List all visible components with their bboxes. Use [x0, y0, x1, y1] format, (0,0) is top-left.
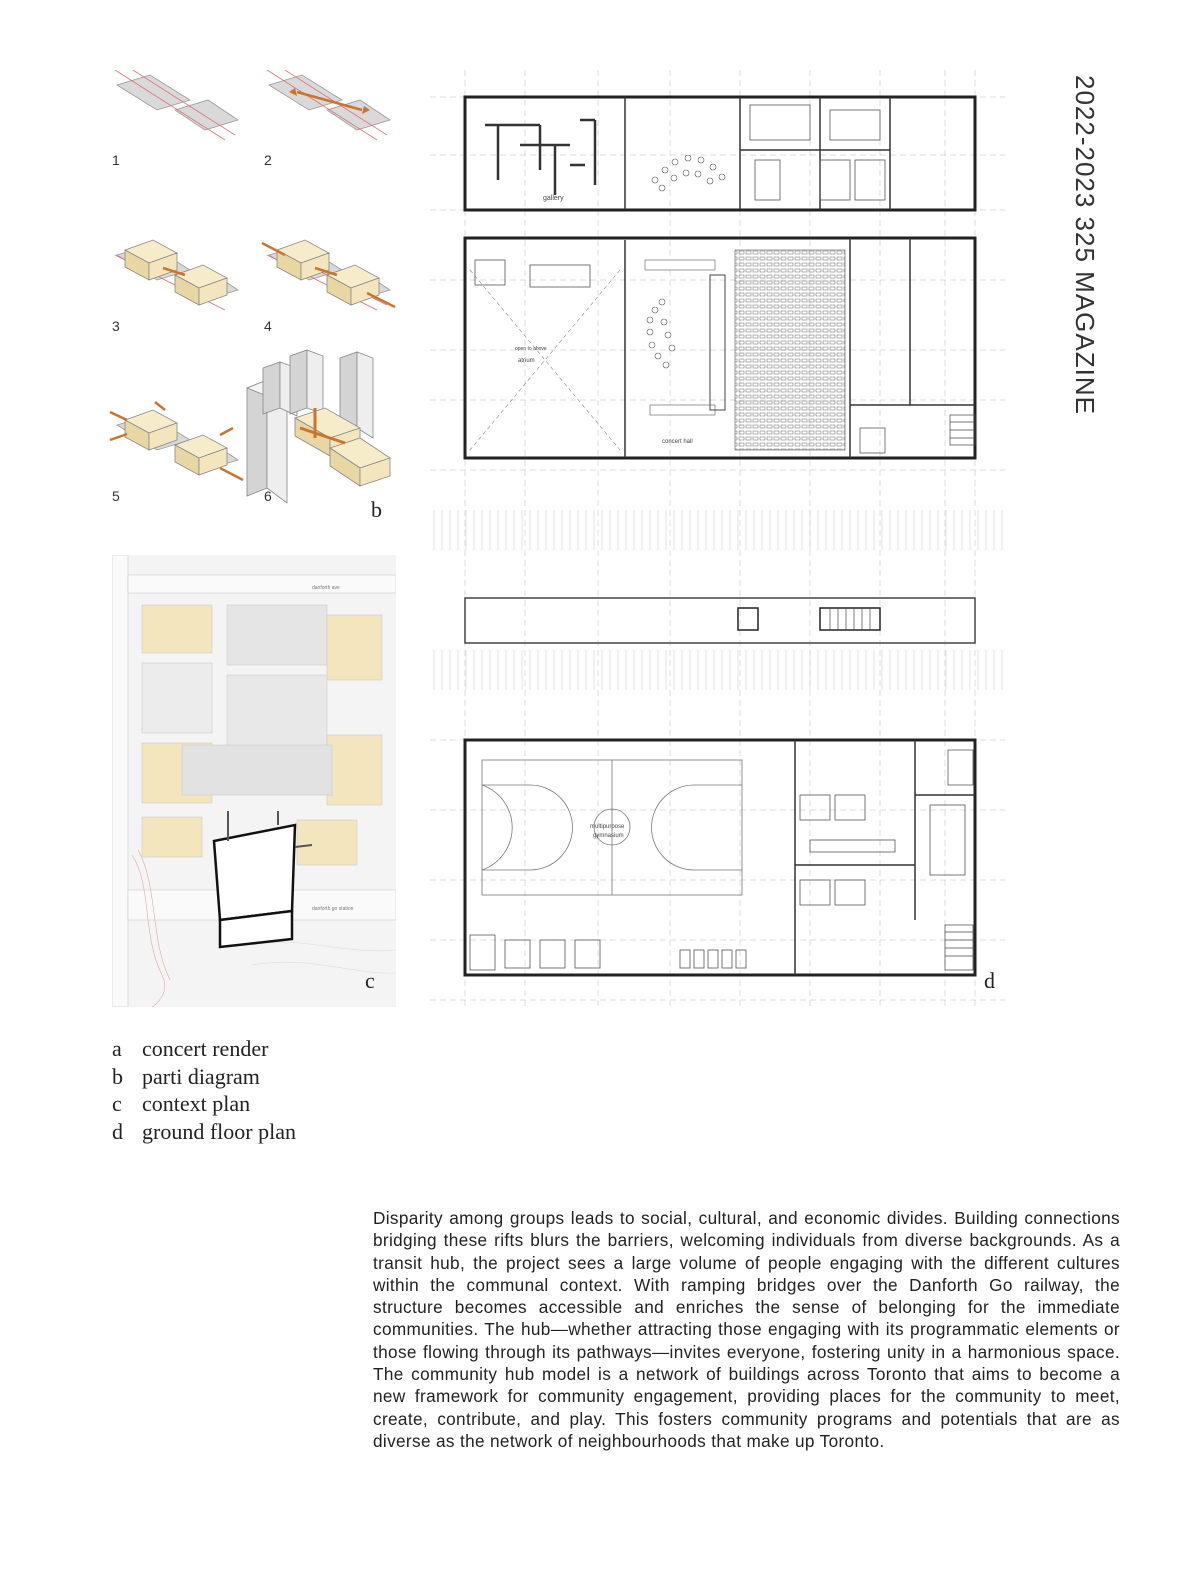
railway-tracks-north — [430, 510, 1005, 550]
legend-label: parti diagram — [142, 1063, 260, 1089]
figure-legend — [112, 1035, 296, 1145]
street-label-south: danforth go station — [312, 906, 354, 912]
panel-letter-d: d — [984, 968, 995, 993]
room-label-concert-hall: concert hall — [662, 439, 693, 445]
room-label-gymnasium: gymnasium — [593, 833, 624, 839]
legend-label: ground floor plan — [142, 1118, 296, 1144]
parti-number-3: 3 — [112, 318, 120, 334]
parti-diagram — [105, 70, 405, 510]
parti-step-5 — [110, 402, 243, 480]
project-description: Disparity among groups leads to social, cultural, and economic divides. Building connections bridging these rifts blurs the barriers, welcoming individuals from diverse backgrounds. As a transit hub, the project sees a large volume of people engaging with the different cultures within the communal context. With ramping bridges over the Danforth Go railway, the structure becomes accessible and enriches the sense of belonging for the immediate communities. The hub—whether attracting those engaging with its programmatic elements or those flowing through its pathways—invites everyone, fostering unity in a harmonious space. The community hub model is a network of buildings across Toronto that aims to become a new framework for community engagement, providing places for the community to meet, create, contribute, and play. This fosters community programs and potentials that are as diverse as the network of neighbourhoods that make up Toronto. — [373, 1208, 1120, 1451]
room-label-multipurpose: multipurpose — [590, 824, 625, 830]
legend-item-b — [112, 1063, 296, 1091]
legend-label: concert render — [142, 1036, 269, 1061]
legend-item-a — [112, 1035, 296, 1063]
legend-item-d — [112, 1118, 296, 1146]
parti-number-6: 6 — [264, 488, 272, 504]
parti-step-6 — [247, 350, 390, 503]
legend-key: a — [112, 1036, 122, 1061]
legend-key: d — [112, 1118, 123, 1144]
ground-floor-plan — [430, 70, 1010, 1015]
parti-step-3 — [115, 240, 238, 310]
platform — [465, 598, 975, 643]
concert-seating — [735, 250, 845, 450]
room-label-atrium: atrium — [518, 358, 535, 364]
legend-key: b — [112, 1063, 123, 1089]
legend-item-c — [112, 1090, 296, 1118]
parti-number-5: 5 — [112, 488, 120, 504]
parti-step-4 — [262, 240, 395, 310]
railway-tracks-south — [430, 650, 1005, 690]
room-label-gallery: gallery — [543, 195, 564, 202]
room-label-open-to-above: open to above — [515, 346, 547, 352]
parti-number-1: 1 — [112, 152, 120, 168]
panel-letter-c: c — [365, 968, 375, 993]
context-plan — [112, 555, 396, 1007]
legend-label: context plan — [142, 1091, 251, 1116]
panel-letter-b: b — [371, 497, 382, 522]
parti-number-4: 4 — [264, 318, 272, 334]
legend-key: c — [112, 1091, 122, 1116]
parti-number-2: 2 — [264, 152, 272, 168]
magazine-title: 2022-2023 325 MAGAZINE — [1070, 75, 1100, 415]
parti-step-1 — [115, 70, 238, 140]
street-label-north: danforth ave — [312, 585, 340, 591]
parti-step-2 — [267, 70, 390, 140]
